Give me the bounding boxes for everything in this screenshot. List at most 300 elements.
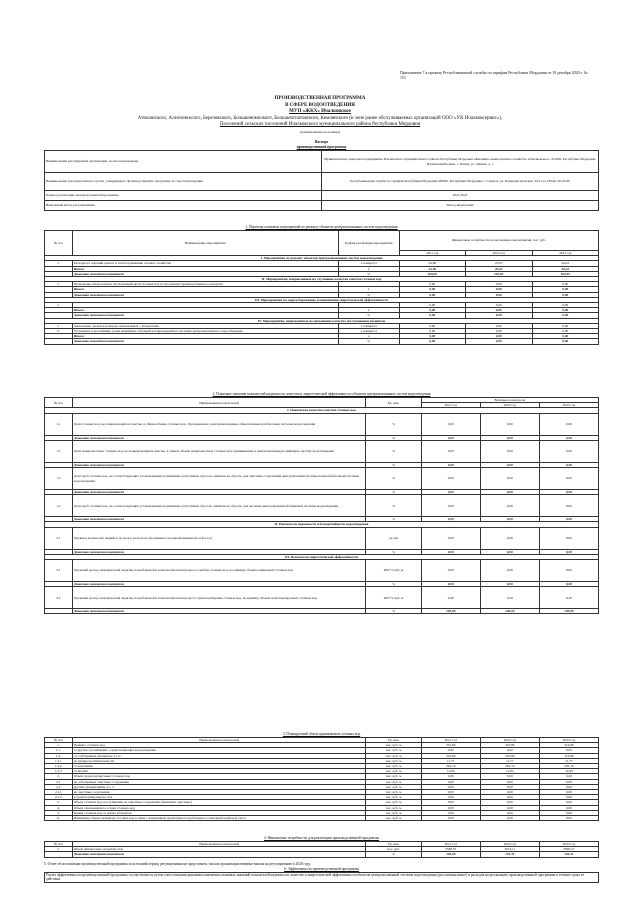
cell-value: 100,00 — [399, 271, 465, 276]
col-year: 2022 год — [480, 738, 539, 743]
cell-value: 0,00 — [421, 784, 480, 789]
cell-value: 0,00 — [480, 582, 539, 587]
passport-value: 2021-2023 — [322, 191, 599, 201]
table-row — [45, 413, 599, 435]
cell-no: 2.1 — [45, 527, 73, 549]
cell-name: Итого: — [72, 287, 338, 292]
cell-value: 0,00 — [539, 795, 598, 800]
cell-unit: тыс. руб. — [366, 847, 421, 852]
cell-value: 102,92 — [532, 271, 599, 276]
passport-label: Наименование регулируемой организации, ее местонахождение — [45, 151, 322, 173]
cell-value: 316,80 — [539, 753, 598, 758]
table-row — [45, 852, 599, 857]
cell-unit: тыс. куб. м — [366, 816, 421, 821]
cell-value: 0,00 — [480, 495, 539, 517]
cell-no — [45, 339, 73, 344]
cell-value: 101,35 — [480, 852, 539, 857]
cell-no: 1.4 — [45, 495, 73, 517]
cell-name: Объем обезвоженного осадка сточных вод — [72, 805, 366, 810]
cell-name: Динамика изменения показателя — [72, 490, 366, 495]
report-note: 5. Отчет об исполнении производственной программы за истекший период регулирования не представлен, так как организация впервые вышла на регулирование в 2020 году. — [44, 862, 311, 866]
cell-value: 0,00 — [421, 800, 480, 805]
cell-unit: % — [338, 339, 399, 344]
table2-section — [44, 392, 599, 614]
table1-section — [44, 225, 599, 345]
cell-name: Доля поверхностных сточных вод, не подвергающихся очистке, в общем объеме поверхностных сточных вод, принимаемых в централизованную ливневую систему водоотведения — [72, 440, 366, 462]
cell-no: 1.2.2 — [45, 764, 73, 769]
col-no: № п/п — [45, 398, 73, 408]
cell-value: 0,00 — [421, 495, 480, 517]
cell-no — [45, 852, 73, 857]
col-year: 2021 год — [421, 738, 480, 743]
passport-label: Наименование уполномоченного органа, утвердившего производственную программу, его местонахождение — [45, 173, 322, 191]
cell-value: 0,00 — [466, 339, 532, 344]
cell-no: 1.3 — [45, 468, 73, 490]
cell-name: Расходы на текущий ремонт и техобслуживание сетевого хозяйства — [72, 261, 338, 266]
cell-name: Динамика изменения показателя — [72, 549, 366, 554]
cell-unit: тыс. куб. м — [366, 743, 421, 748]
cell-unit: % — [366, 609, 421, 614]
cell-unit: х — [338, 266, 399, 271]
cell-value: 0,00 — [539, 490, 598, 495]
cell-value: 0,00 — [539, 810, 598, 815]
col-year: 2021 год — [399, 251, 465, 256]
cell-value: 0,00 — [399, 329, 465, 334]
cell-no: 3. — [45, 800, 73, 805]
cell-name: Динамика изменения показателя — [72, 313, 338, 318]
table1-caption: 1. Перечень плановых мероприятий по ремонту объектов централизованных систем водоотведения — [245, 225, 398, 229]
table2-caption: 2. Плановые значения показателей надежности, качества и энергетической эффективности объектов централизованных систем водоотведения — [212, 392, 431, 396]
cell-value: 0,00 — [466, 287, 532, 292]
cell-value: 100,00 — [539, 609, 598, 614]
cell-value: 11,77 — [480, 758, 539, 763]
cell-value: 0,00 — [480, 805, 539, 810]
passport-title: Паспорт — [314, 140, 329, 144]
cell-unit: тыс. куб. м — [366, 779, 421, 784]
cell-unit: тыс. куб. м — [366, 784, 421, 789]
cell-unit: % — [366, 440, 421, 462]
cell-value: 0,00 — [421, 795, 480, 800]
cell-value: 292,19 — [480, 764, 539, 769]
cell-no: 3.1 — [45, 560, 73, 582]
cell-name: Динамика изменения показателя — [72, 292, 338, 297]
cell-value: 0,00 — [421, 790, 480, 795]
cell-value: 0,00 — [539, 527, 598, 549]
cell-unit: кВт*ч/ куб. м — [366, 560, 421, 582]
cell-name: Доля проб сточных вод, не соответствующих установленным нормативам допустимых сбросов, лимитам на сбросы, для системы централизованной ливневой системы водоотведения — [72, 495, 366, 517]
cell-no: 3.2 — [45, 587, 73, 609]
cell-no: 2.2.2 — [45, 795, 73, 800]
cell-unit: 1-4 квартал — [338, 329, 399, 334]
cell-value: 12,84 — [539, 769, 598, 774]
cell-value: 102,84 — [466, 271, 532, 276]
cell-value: 0,00 — [480, 490, 539, 495]
passport-label: Выбранный метод регулирования — [45, 201, 322, 211]
cell-value: 0,00 — [466, 303, 532, 308]
cell-value: 292,19 — [539, 764, 598, 769]
cell-value: 0,00 — [480, 790, 539, 795]
cell-value: 0,00 — [480, 784, 539, 789]
cell-value: 0,00 — [480, 549, 539, 554]
cell-value: 0,00 — [421, 774, 480, 779]
cell-unit: % — [366, 517, 421, 522]
col-name: Наименование показателей — [72, 842, 366, 847]
cell-value: 0,00 — [466, 334, 532, 339]
cell-no: 2.2.1 — [45, 790, 73, 795]
cell-value: 316,80 — [480, 743, 539, 748]
table4 — [44, 841, 599, 858]
col-year: 2023 год — [539, 738, 598, 743]
cell-value: 0,00 — [539, 816, 598, 821]
cell-no: 2. — [45, 329, 73, 334]
col-no: № п/п — [45, 842, 73, 847]
cell-value: 0,00 — [539, 774, 598, 779]
cell-value: 0,00 — [480, 435, 539, 440]
col-unit: Ед. изм. — [366, 738, 421, 743]
cell-unit: тыс. куб. м — [366, 795, 421, 800]
cell-unit: % — [366, 549, 421, 554]
cell-value: 0,00 — [399, 287, 465, 292]
cell-name: Удельное количество аварий и засоров в расчете на протяженность канализационной сети в год — [72, 527, 366, 549]
header-line1: ПРОИЗВОДСТВЕННАЯ ПРОГРАММА — [274, 96, 366, 101]
table-row — [45, 609, 599, 614]
cell-name: Проведение лабораторных исследований проб сточных вод по программе производственного контроля — [72, 282, 338, 287]
section-title: I. Показатели качества очистки сточных вод — [45, 408, 599, 413]
col-no: № п/п — [45, 231, 73, 256]
cell-value: 100,00 — [421, 609, 480, 614]
cell-value: 0,00 — [539, 748, 598, 753]
cell-unit: % — [366, 582, 421, 587]
header-org: МУП «ЖКХ» Ичалковское — [289, 109, 351, 114]
cell-no: 1.2.1 — [45, 758, 73, 763]
cell-value: 0,29 — [480, 587, 539, 609]
cell-value: 12,84 — [421, 769, 480, 774]
section-title: IV. Мероприятия, направленные на повышение качества обслуживания абонентов — [45, 318, 599, 323]
col-name: Наименование показателей — [72, 738, 366, 743]
cell-value: 0,00 — [421, 517, 480, 522]
section-title: II. Показатели надежности и бесперебойности водоотведения — [45, 522, 599, 527]
cell-name: Доля проб сточных вод, не соответствующих установленным нормативам допустимых сбросов, лимитам на сбросы, для очистных сооружений централизованной общесплавной (бытовой) системы водоотведения — [72, 468, 366, 490]
cell-no: 1. — [45, 847, 73, 852]
cell-name: Динамика изменения показателя — [72, 435, 366, 440]
cell-unit: ед./км — [366, 527, 421, 549]
cell-value: 0,00 — [421, 468, 480, 490]
cell-name: Динамика изменения показателя — [72, 271, 338, 276]
passport-value: Муниципальное унитарное предприятие Ичалковского муниципального района Республики Мордовия «Жилищно-коммунальное хозяйство «Ичалковское», 431640, Республика Мордовия, Ичалковский район, с. Кемля, ул. Ленина, д. 1 — [322, 151, 599, 173]
cell-value: 0,29 — [421, 587, 480, 609]
cell-value: 25,67 — [466, 266, 532, 271]
cell-value: 0,00 — [532, 287, 599, 292]
table-row — [45, 495, 599, 517]
cell-unit: 1-4 квартал — [338, 323, 399, 328]
cell-no: 1.2 — [45, 440, 73, 462]
col-unit: Ед. изм. — [366, 842, 421, 847]
cell-value: 102,31 — [539, 852, 598, 857]
table1 — [44, 230, 599, 345]
cell-unit: х — [338, 308, 399, 313]
cell-unit: тыс. куб. м — [366, 769, 421, 774]
cell-no: 2.2 — [45, 784, 73, 789]
cell-name: Удельный расход электрической энергии, потребляемой в технологическом процессе очистки сточных вод, на единицу объема очищаемых сточных вод — [72, 560, 366, 582]
cell-value: 0,00 — [480, 517, 539, 522]
cell-value: 0,00 — [539, 549, 598, 554]
cell-value: 0,00 — [466, 308, 532, 313]
cell-name: Динамика изменения показателя — [72, 582, 366, 587]
efficiency-table — [44, 872, 599, 883]
cell-unit: х — [338, 334, 399, 339]
col-year: 2023 год — [532, 251, 599, 256]
cell-name: Прием сточных вод от новых абонентов — [72, 810, 366, 815]
cell-value: 24,96 — [399, 266, 465, 271]
cell-value: 0,00 — [532, 282, 599, 287]
cell-no: 1.1. — [45, 748, 73, 753]
passport-table — [44, 150, 599, 211]
cell-no: 1.1 — [45, 413, 73, 435]
cell-value: 0,00 — [399, 313, 465, 318]
passport-value: Метод индексации — [322, 201, 599, 211]
cell-value: 0,00 — [539, 440, 598, 462]
cell-no: 1. — [45, 303, 73, 308]
cell-value: 0,00 — [532, 334, 599, 339]
cell-unit: тыс. куб. м — [366, 800, 421, 805]
cell-unit: % — [366, 495, 421, 517]
cell-value: 0,00 — [480, 774, 539, 779]
cell-no: 5. — [45, 810, 73, 815]
cell-value: 0,00 — [539, 790, 598, 795]
cell-no: 4. — [45, 805, 73, 810]
cell-unit: % — [366, 462, 421, 467]
cell-value: 25,67 — [466, 261, 532, 266]
cell-value: 100,00 — [421, 852, 480, 857]
cell-no: 1. — [45, 323, 73, 328]
cell-name: Изменение объема принятых сточных вод в связи с изменением нормативов потребления и установкой приборов учета — [72, 816, 366, 821]
cell-value: 0,00 — [421, 490, 480, 495]
cell-unit: х — [338, 287, 399, 292]
section-title: III. Мероприятия по энергосбережению и повышению энергетической эффективности — [45, 297, 599, 302]
cell-value: 0,00 — [421, 440, 480, 462]
cell-name: на нужды промышленности — [72, 758, 366, 763]
cell-name: Принято сточных вод — [72, 743, 366, 748]
cell-value: 0,00 — [480, 413, 539, 435]
efficiency-caption: 6. Эффективность производственной программы — [284, 866, 359, 871]
cell-value: 0,00 — [466, 313, 532, 318]
cell-value: 0,00 — [399, 339, 465, 344]
cell-name: Динамика изменения показателя — [72, 852, 366, 857]
cell-value: 0,00 — [421, 527, 480, 549]
cell-value: 0,00 — [421, 582, 480, 587]
cell-no: 6. — [45, 816, 73, 821]
section-title: I. Мероприятия по ремонту объектов централизованных систем водоотведения — [45, 256, 599, 261]
table4-caption: 4. Финансовые потребности для реализации производственной программы — [263, 836, 380, 840]
cell-name: Удельный расход электрической энергии, потребляемой в технологическом процессе транспортировки сточных вод, на единицу объема транспортируемых сточных вод — [72, 587, 366, 609]
cell-value: 0,00 — [532, 323, 599, 328]
cell-unit: тыс. куб. м — [366, 810, 421, 815]
cell-value: 0,00 — [539, 805, 598, 810]
cell-no: 1.2. — [45, 753, 73, 758]
cell-value: 5674,11 — [480, 847, 539, 852]
col-schedule: График реализации мероприятия — [338, 231, 399, 256]
cell-value: 0,00 — [480, 468, 539, 490]
cell-value: 0,00 — [539, 582, 598, 587]
col-no: № п/п — [45, 738, 73, 743]
table3 — [44, 737, 599, 821]
col-year: 2021 год — [421, 842, 480, 847]
cell-value: 0,00 — [399, 292, 465, 297]
cell-name: Динамика изменения показателя — [72, 517, 366, 522]
section-title: II. Мероприятия, направленные на улучшение качества очистки сточных вод — [45, 277, 599, 282]
col-year: 2021 год — [421, 403, 480, 408]
cell-unit: 1-4 квартал — [338, 261, 399, 266]
cell-value: 0,00 — [480, 800, 539, 805]
cell-value: 0,00 — [480, 440, 539, 462]
table4-section — [44, 836, 599, 858]
cell-no: 1. — [45, 282, 73, 287]
cell-unit: % — [338, 313, 399, 318]
cell-value: 0,00 — [466, 292, 532, 297]
cell-value: 0,00 — [532, 303, 599, 308]
cell-value: 0,00 — [421, 560, 480, 582]
table-row — [45, 587, 599, 609]
header-underline: Поселений сельских поселений Ичалковского муниципального района Республики Мордовия — [219, 122, 421, 127]
col-name: Наименование мероприятия — [72, 231, 338, 256]
cell-unit: тыс. куб. м — [366, 764, 421, 769]
cell-unit: % — [366, 852, 421, 857]
cell-unit: % — [366, 490, 421, 495]
cell-name: на очистные сооружения — [72, 790, 366, 795]
header-sub: (наименование поселения) — [300, 129, 340, 134]
cell-value: 0,00 — [539, 784, 598, 789]
cell-unit: % — [366, 468, 421, 490]
cell-no — [45, 609, 73, 614]
header-line2: В СФЕРЕ ВОДООТВЕДЕНИЯ — [285, 102, 355, 108]
cell-no: 1. — [45, 261, 73, 266]
cell-value: 0,00 — [532, 292, 599, 297]
cell-name: Динамика изменения показателя — [72, 609, 366, 614]
cell-no: 2. — [45, 774, 73, 779]
passport-value: Республиканская служба по тарифам Республики Мордовия 430005, Республика Мордовия, г. Саранск, ул. Коммунистическая, 33/2 тел. (8342) 39-23-80 — [322, 173, 599, 191]
cell-value: 0,00 — [421, 413, 480, 435]
cell-value: 316,80 — [480, 753, 539, 758]
cell-value: 0,00 — [399, 323, 465, 328]
cell-value: 11,77 — [539, 758, 598, 763]
cell-value: 0,00 — [532, 339, 599, 344]
col-name: Наименование показателей — [72, 398, 366, 408]
cell-name: Доля сточных вод, не подвергающихся очистке, в общем объеме сточных вод, сбрасываемых в централизованные общесплавные или бытовые системы водоотведения — [72, 413, 366, 435]
cell-name: Итого: — [72, 266, 338, 271]
cell-name: от других организаций, осуществляющих водоотведение — [72, 748, 366, 753]
passport-subtitle: производственной программы — [296, 145, 347, 149]
col-year: 2023 год — [539, 403, 598, 408]
table-row — [45, 560, 599, 582]
cell-value: 0,00 — [421, 810, 480, 815]
col-year: 2023 год — [539, 842, 598, 847]
cell-value: 5805,37 — [539, 847, 598, 852]
cell-value: 0,00 — [532, 313, 599, 318]
cell-value: 316,80 — [421, 743, 480, 748]
cell-value: 0,00 — [421, 805, 480, 810]
cell-unit: % — [366, 435, 421, 440]
cell-value: 0,00 — [421, 816, 480, 821]
cell-value: 0,00 — [480, 816, 539, 821]
cell-unit: тыс. куб. м — [366, 758, 421, 763]
cell-unit: тыс. куб. м — [366, 748, 421, 753]
cell-name: Динамика изменения показателя — [72, 339, 338, 344]
cell-unit: тыс. куб. м — [366, 805, 421, 810]
cell-no: 1.2.3 — [45, 769, 73, 774]
cell-value: 0,00 — [421, 549, 480, 554]
cell-value: 0,00 — [532, 329, 599, 334]
cell-value: 0,00 — [480, 527, 539, 549]
col-year: 2022 год — [480, 403, 539, 408]
cell-value: 26,42 — [532, 266, 599, 271]
cell-value: 0,00 — [539, 800, 598, 805]
passport-section — [44, 140, 599, 211]
cell-value: 0,00 — [421, 435, 480, 440]
cell-value: 0,00 — [480, 779, 539, 784]
cell-value: 0,00 — [399, 308, 465, 313]
cell-value: 0,00 — [532, 308, 599, 313]
cell-value: 11,77 — [421, 758, 480, 763]
cell-name: Объем транспортируемых сточных вод — [72, 774, 366, 779]
col-unit: Ед. изм. — [366, 398, 421, 408]
cell-unit: % — [366, 413, 421, 435]
cell-value: 0,00 — [539, 413, 598, 435]
efficiency-text: Расчет эффективности производственной программы осуществляется путем сопоставления динамики изменения плановых значений показателей надежности, качества и энергетической эффективности объектов централизованной системы водоотведения (рассчитаны выше) и расходов на реализацию производственной программы в течение срока ее действия. — [45, 872, 599, 882]
cell-name: на собственные очистные сооружения — [72, 779, 366, 784]
section-title: III. Показатели энергетической эффективности — [45, 554, 599, 559]
cell-value: 0,00 — [399, 303, 465, 308]
cell-unit: тыс. куб. м — [366, 774, 421, 779]
cell-value: 12,84 — [480, 769, 539, 774]
cell-value: 0,00 — [539, 468, 598, 490]
table-row — [45, 527, 599, 549]
cell-value: 0,00 — [480, 560, 539, 582]
cell-unit: кВт*ч/ куб. м — [366, 587, 421, 609]
cell-value: 0,00 — [539, 560, 598, 582]
table-row — [45, 339, 599, 344]
cell-no: 2.1 — [45, 779, 73, 784]
cell-value: 316,80 — [421, 753, 480, 758]
passport-label: Период реализации производственной программы — [45, 191, 322, 201]
cell-value: 0,00 — [539, 779, 598, 784]
cell-value: 0,00 — [466, 329, 532, 334]
cell-name: от собственных абонентов, в т.ч.: — [72, 753, 366, 758]
appendix-note: Приложение 7 к приказу Республиканской службы по тарифам Республики Мордовия от 19 декабря 2020 г. № 151 — [400, 70, 588, 80]
cell-value: 0,00 — [480, 462, 539, 467]
cell-value: 0,00 — [480, 795, 539, 800]
cell-value: 24,96 — [399, 261, 465, 266]
cell-value: 0,00 — [421, 779, 480, 784]
col-value: Величина показателя — [421, 398, 598, 403]
table3-caption: 3. Планируемый объем принимаемых сточных вод — [282, 732, 361, 736]
cell-value: 0,00 — [539, 517, 598, 522]
cell-value: 292,19 — [421, 764, 480, 769]
program-header — [40, 96, 600, 135]
cell-no: 1. — [45, 743, 73, 748]
cell-value: 0,00 — [480, 810, 539, 815]
cell-name: Устранение в кратчайшие сроки аварийных ситуаций и повреждений на системах централизованного водоотведения — [72, 329, 338, 334]
cell-unit: тыс. куб. м — [366, 753, 421, 758]
col-need: Финансовые потребности на реализацию мероприятия, тыс. руб. — [399, 231, 598, 251]
header-settlements: Атюхинского, Алехновсксого, Березовского, Большеномоского, Большеигнатовского, Кемлянского (и зоне ранее обслуживаемых организаций ООО «УК Ичалковсервис»), — [137, 115, 503, 121]
cell-name: Итого: — [72, 334, 338, 339]
cell-unit: тыс. куб. м — [366, 790, 421, 795]
cell-name: Итого: — [72, 308, 338, 313]
section5 — [44, 862, 599, 883]
cell-value: 0,00 — [399, 334, 465, 339]
cell-name: Динамика изменения показателя — [72, 462, 366, 467]
cell-value: 0,00 — [480, 748, 539, 753]
